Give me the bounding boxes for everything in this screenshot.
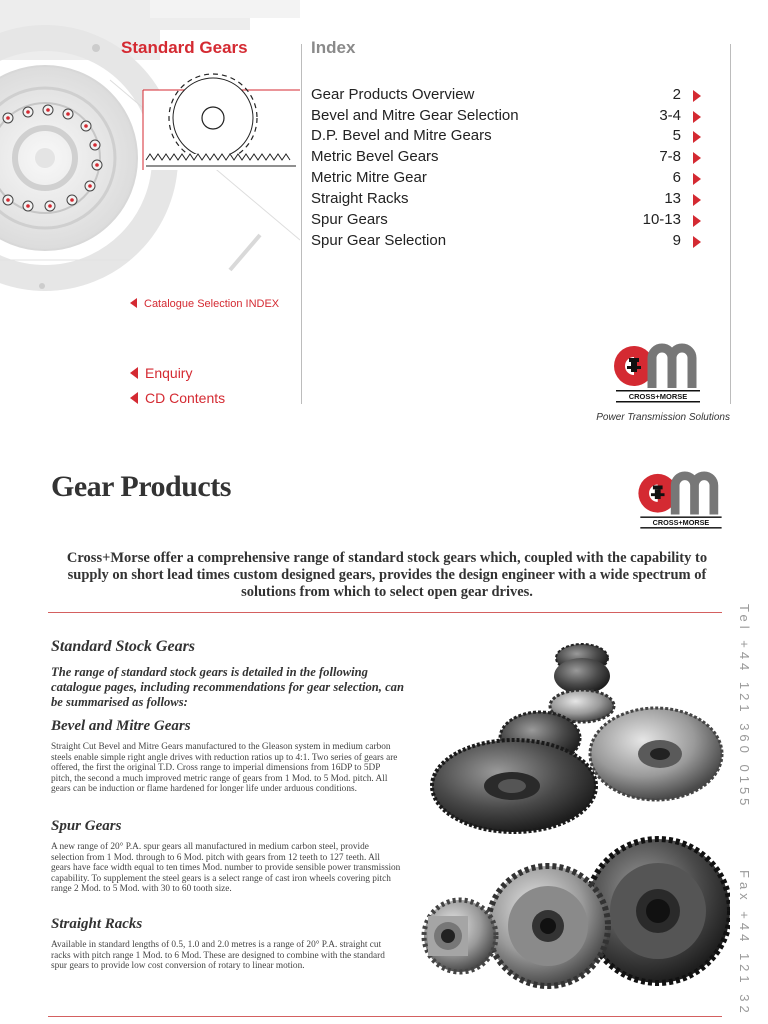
section-heading: Standard Stock Gears: [51, 638, 196, 655]
cd-contents-link[interactable]: [130, 390, 225, 406]
gear-products-photo: [420, 636, 730, 1016]
arrow-right-icon: [693, 111, 701, 123]
index-item-label: Gear Products Overview: [311, 86, 475, 103]
fax-number: Fax +44 121 32: [737, 870, 752, 1017]
catalogue-index-link[interactable]: [130, 298, 279, 310]
logo-brand-text: CROSS+MORSE: [652, 518, 710, 528]
logo-brand-text: CROSS+MORSE: [628, 392, 688, 401]
index-item-page: 3-4: [659, 107, 681, 124]
bevel-text: Straight Cut Bevel and Mitre Gears manufactured to the Gleason system in medium carbon steels enable simple right angle drives with reduction ratios up to 4:1. Two series of gears are offered, the first the original T.D. Cross range to imperial dimensions from 16DP to 5DP pitch, the second a much improved metric range of gears from 1 Mod. to 5 Mod. pitch. All gears can be induction or flame hardened for longer life under arduous conditions.: [51, 742, 398, 795]
index-item-label: Bevel and Mitre Gear Selection: [311, 107, 519, 124]
arrow-left-icon: [130, 298, 137, 308]
index-item-bevel-mitre-selection[interactable]: [311, 107, 707, 128]
index-item-page: 6: [672, 169, 681, 186]
arrow-left-icon: [130, 367, 138, 379]
index-item-page: 2: [672, 86, 681, 103]
index-item-spur-gear-selection[interactable]: [311, 232, 707, 253]
index-item-label: Spur Gears: [311, 211, 388, 228]
index-item-label: Metric Bevel Gears: [311, 148, 439, 165]
enquiry-label: Enquiry: [145, 365, 193, 381]
rule-bottom: [48, 1016, 722, 1017]
index-item-label: D.P. Bevel and Mitre Gears: [311, 127, 492, 144]
arrow-right-icon: [693, 194, 701, 206]
section-intro: The range of standard stock gears is detailed in the following catalogue pages, including recommendations for gear selection, can be summarised as follows:: [51, 665, 404, 709]
index-item-page: 5: [672, 127, 681, 144]
index-item-page: 10-13: [642, 211, 681, 228]
section-title: Standard Gears: [121, 38, 248, 57]
index-item-metric-bevel[interactable]: [311, 148, 707, 169]
rack-heading: Straight Racks: [51, 916, 143, 932]
index-item-label: Spur Gear Selection: [311, 232, 447, 249]
index-item-gear-products-overview[interactable]: [311, 86, 707, 107]
index-item-page: 13: [664, 190, 681, 207]
index-item-label: Straight Racks: [311, 190, 409, 207]
arrow-right-icon: [693, 236, 701, 248]
divider-left: [301, 44, 302, 404]
index-item-metric-mitre[interactable]: [311, 169, 707, 190]
cross-morse-logo: [612, 342, 702, 404]
index-title: Index: [311, 38, 356, 57]
tel-number: Tel +44 121 360 0155: [737, 604, 752, 810]
spur-text: A new range of 20° P.A. spur gears all manufactured in medium carbon steel, provide selection from 1 Mod. through to 6 Mod. pitch with gears from 12 teeth to 127 teeth. All gears have face width equal to ten times Mod. number to provide sensible power transmission capability. To supplement the steel gears is a select range of cast iron wheels covering pitch range 2 Mod. to 5 Mod. with 30 to 60 tooth size.: [51, 842, 401, 895]
tagline: Power Transmission Solutions: [596, 412, 730, 423]
index-item-page: 7-8: [659, 148, 681, 165]
arrow-right-icon: [693, 90, 701, 102]
spur-heading: Spur Gears: [51, 818, 122, 834]
rule-top: [48, 612, 722, 613]
enquiry-link[interactable]: [130, 365, 192, 381]
index-item-page: 9: [672, 232, 681, 249]
index-item-label: Metric Mitre Gear: [311, 169, 427, 186]
arrow-right-icon: [693, 173, 701, 185]
index-item-dp-bevel-mitre[interactable]: [311, 127, 707, 148]
arrow-right-icon: [693, 215, 701, 227]
cd-contents-label: CD Contents: [145, 390, 226, 406]
index-item-straight-racks[interactable]: [311, 190, 707, 211]
index-item-spur-gears[interactable]: [311, 211, 707, 232]
page-title: Gear Products: [51, 470, 231, 503]
rack-text: Available in standard lengths of 0.5, 1.0 and 2.0 metres is a range of 20° P.A. straight cut racks with pitch range 1 Mod. to 6 Mod. These are designed to combine with the standard spur gears to provide low cost conversion of rotary to linear motion.: [51, 940, 385, 972]
intro-paragraph: Cross+Morse offer a comprehensive range of standard stock gears which, coupled with the capability to supply on short lead times custom designed gears, provides the design engineer with a wide spectrum of solutions from which to select open gear drives.: [66, 550, 708, 600]
bevel-heading: Bevel and Mitre Gears: [51, 718, 191, 734]
cross-morse-logo-page: [636, 470, 724, 530]
catalogue-index-label: Catalogue Selection INDEX: [144, 298, 280, 310]
arrow-left-icon: [130, 392, 138, 404]
arrow-right-icon: [693, 131, 701, 143]
divider-right: [730, 44, 731, 404]
arrow-right-icon: [693, 152, 701, 164]
